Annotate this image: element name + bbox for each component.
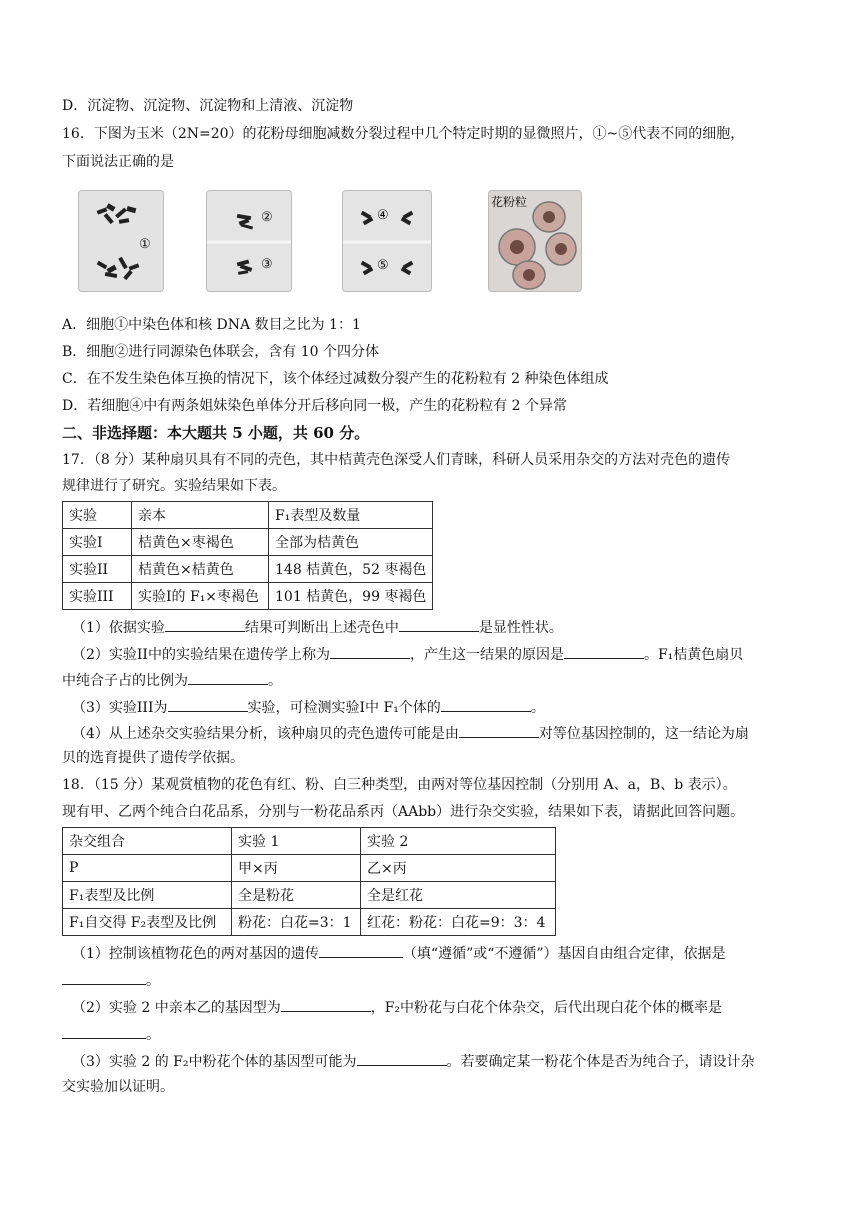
table-header-row	[63, 828, 556, 855]
table-cell: 101 桔黄色，99 枣褐色	[269, 583, 433, 610]
table-cell: 实验I	[63, 529, 132, 556]
cell-label-2: ②	[261, 210, 273, 225]
table-cell: 148 桔黄色，52 枣褐色	[269, 556, 433, 583]
answer-blank[interactable]	[357, 1050, 447, 1066]
q15-option-d: D．沉淀物、沉淀物、沉淀物和上清液、沉淀物	[62, 98, 354, 114]
table-cell: P	[63, 855, 232, 882]
micrograph-cell-4-5	[342, 190, 432, 292]
section-2-heading: 二、非选择题：本大题共 5 小题，共 60 分。	[62, 424, 370, 442]
q17-part-4	[72, 722, 800, 744]
answer-blank[interactable]	[399, 616, 479, 632]
pollen-label: 花粉粒	[491, 195, 528, 209]
q18-part-1-text-b: （填“遵循”或“不遵循”）基因自由组合定律，依据是	[402, 946, 726, 962]
table-header-row	[63, 502, 433, 529]
table-cell: F₁自交得 F₂表型及比例	[63, 909, 232, 936]
table-cell: 粉花：白花=3：1	[232, 909, 361, 936]
table-header-cell: 实验 2	[361, 828, 556, 855]
table-cell: 红花：粉花：白花=9：3：4	[361, 909, 556, 936]
table-row	[63, 583, 433, 610]
table-cell: 桔黄色×桔黄色	[132, 556, 269, 583]
q17-part-4-text-a: （4）从上述杂交实验结果分析，该种扇贝的壳色遗传可能是由	[72, 726, 459, 742]
table-cell: F₁表型及比例	[63, 882, 232, 909]
q17-part-2-text-d: 中纯合子占的比例为	[62, 673, 188, 689]
q17-part-1-text-a: （1）依据实验	[72, 620, 165, 636]
q17-part-1-text-c: 是显性性状。	[478, 620, 563, 636]
q16-option-a: A．细胞①中染色体和核 DNA 数目之比为 1：1	[62, 317, 361, 333]
table-row	[63, 529, 433, 556]
table-header-cell: 杂交组合	[63, 828, 232, 855]
q18-table	[62, 827, 556, 936]
table-cell: 桔黄色×枣褐色	[132, 529, 269, 556]
answer-blank[interactable]	[319, 942, 403, 958]
q16-option-d: D．若细胞④中有两条姐妹染色单体分开后移向同一极，产生的花粉粒有 2 个异常	[62, 398, 568, 414]
q18-part-2-text-b: ，F₂中粉花与白花个体杂交，后代出现白花个体的概率是	[370, 1000, 723, 1016]
q17-part-1	[72, 616, 800, 638]
cell-label-3: ③	[261, 257, 273, 272]
micrograph-cell-2-3	[206, 190, 292, 292]
q18-stem-line1: 18．（15 分）某观赏植物的花色有红、粉、白三种类型，由两对等位基因控制（分别用 A、a，B、b 表示）。	[62, 777, 737, 793]
table-header-cell: 实验	[63, 502, 132, 529]
q17-part-1-text-b: 结果可判断出上述壳色中	[244, 620, 399, 636]
table-cell: 全是红花	[361, 882, 556, 909]
table-cell: 实验I的 F₁×枣褐色	[132, 583, 269, 610]
q18-part-1-cont	[62, 969, 800, 991]
cell-label-4: ④	[377, 208, 389, 223]
q17-stem-line2: 规律进行了研究。实验结果如下表。	[62, 478, 286, 494]
micrograph-cell-1	[78, 190, 164, 292]
q17-part-3	[72, 696, 800, 718]
q18-part-1	[72, 942, 800, 964]
q17-part-2-text-b: ，产生这一结果的原因是	[409, 647, 564, 663]
table-header-cell: 实验 1	[232, 828, 361, 855]
q17-part-4-text-b: 对等位基因控制的，这一结论为扇	[538, 726, 749, 742]
cell-label-1: ①	[139, 237, 151, 252]
table-cell: 甲×丙	[232, 855, 361, 882]
q17-part-3-text-b: 实验，可检测实验I中 F₁个体的	[247, 700, 441, 716]
q17-part-3-text-c: 。	[530, 700, 545, 716]
q18-part-3-text-b: 。若要确定某一粉花个体是否为纯合子，请设计杂	[446, 1054, 755, 1070]
table-cell: 实验II	[63, 556, 132, 583]
q16-option-c: C．在不发生染色体互换的情况下，该个体经过减数分裂产生的花粉粒有 2 种染色体组成	[62, 371, 609, 387]
table-row	[63, 882, 556, 909]
q16-option-b: B．细胞②进行同源染色体联会，含有 10 个四分体	[62, 344, 380, 360]
q18-part-3-cont: 交实验加以证明。	[62, 1079, 174, 1095]
table-cell: 乙×丙	[361, 855, 556, 882]
q16-stem-line2: 下面说法正确的是	[62, 154, 174, 170]
table-header-cell: F₁表型及数量	[269, 502, 433, 529]
table-cell: 实验III	[63, 583, 132, 610]
micrograph-strip	[78, 190, 598, 300]
q17-part-2-text-e: 。	[268, 673, 282, 689]
answer-blank[interactable]	[564, 643, 644, 659]
q18-part-2-text-a: （2）实验 2 中亲本乙的基因型为	[72, 1000, 281, 1016]
answer-blank[interactable]	[281, 996, 371, 1012]
answer-blank[interactable]	[188, 669, 268, 685]
q16-stem-line1: 16．下图为玉米（2N=20）的花粉母细胞减数分裂过程中几个特定时期的显微照片，①~⑤代表不同的细胞，	[62, 126, 745, 142]
q18-stem-line2: 现有甲、乙两个纯合白花品系，分别与一粉花品系丙（AAbb）进行杂交实验，结果如下表，请据此回答问题。	[62, 804, 745, 820]
q17-stem-line1: 17．（8 分）某种扇贝具有不同的壳色，其中桔黄壳色深受人们青睐，科研人员采用杂交的方法对壳色的遗传	[62, 452, 731, 468]
answer-blank[interactable]	[165, 616, 245, 632]
q17-part-4-cont: 贝的选育提供了遗传学依据。	[62, 750, 244, 766]
micrograph-pollen	[488, 190, 582, 292]
answer-blank[interactable]	[168, 696, 248, 712]
q18-part-3	[72, 1050, 800, 1072]
answer-blank[interactable]	[330, 643, 410, 659]
q18-part-2-cont	[62, 1023, 800, 1045]
q18-part-2	[72, 996, 800, 1018]
q17-part-2-text-a: （2）实验II中的实验结果在遗传学上称为	[72, 647, 330, 663]
table-cell: 全部为桔黄色	[269, 529, 433, 556]
q18-part-2-text-c: 。	[146, 1027, 160, 1043]
answer-blank[interactable]	[441, 696, 531, 712]
q18-part-1-text-c: 。	[146, 973, 160, 989]
answer-blank[interactable]	[62, 1023, 146, 1039]
table-row	[63, 556, 433, 583]
q17-part-2-text-c: 。F₁桔黄色扇贝	[643, 647, 744, 663]
table-header-cell: 亲本	[132, 502, 269, 529]
q18-part-3-text-a: （3）实验 2 的 F₂中粉花个体的基因型可能为	[72, 1054, 357, 1070]
q17-part-2	[72, 643, 800, 665]
answer-blank[interactable]	[459, 722, 539, 738]
answer-blank[interactable]	[62, 969, 146, 985]
table-cell: 全是粉花	[232, 882, 361, 909]
q17-table	[62, 501, 433, 610]
table-row	[63, 909, 556, 936]
table-row	[63, 855, 556, 882]
cell-label-5: ⑤	[377, 258, 389, 273]
q17-part-3-text-a: （3）实验III为	[72, 700, 168, 716]
q17-part-2-cont	[62, 669, 800, 691]
q18-part-1-text-a: （1）控制该植物花色的两对基因的遗传	[72, 946, 319, 962]
